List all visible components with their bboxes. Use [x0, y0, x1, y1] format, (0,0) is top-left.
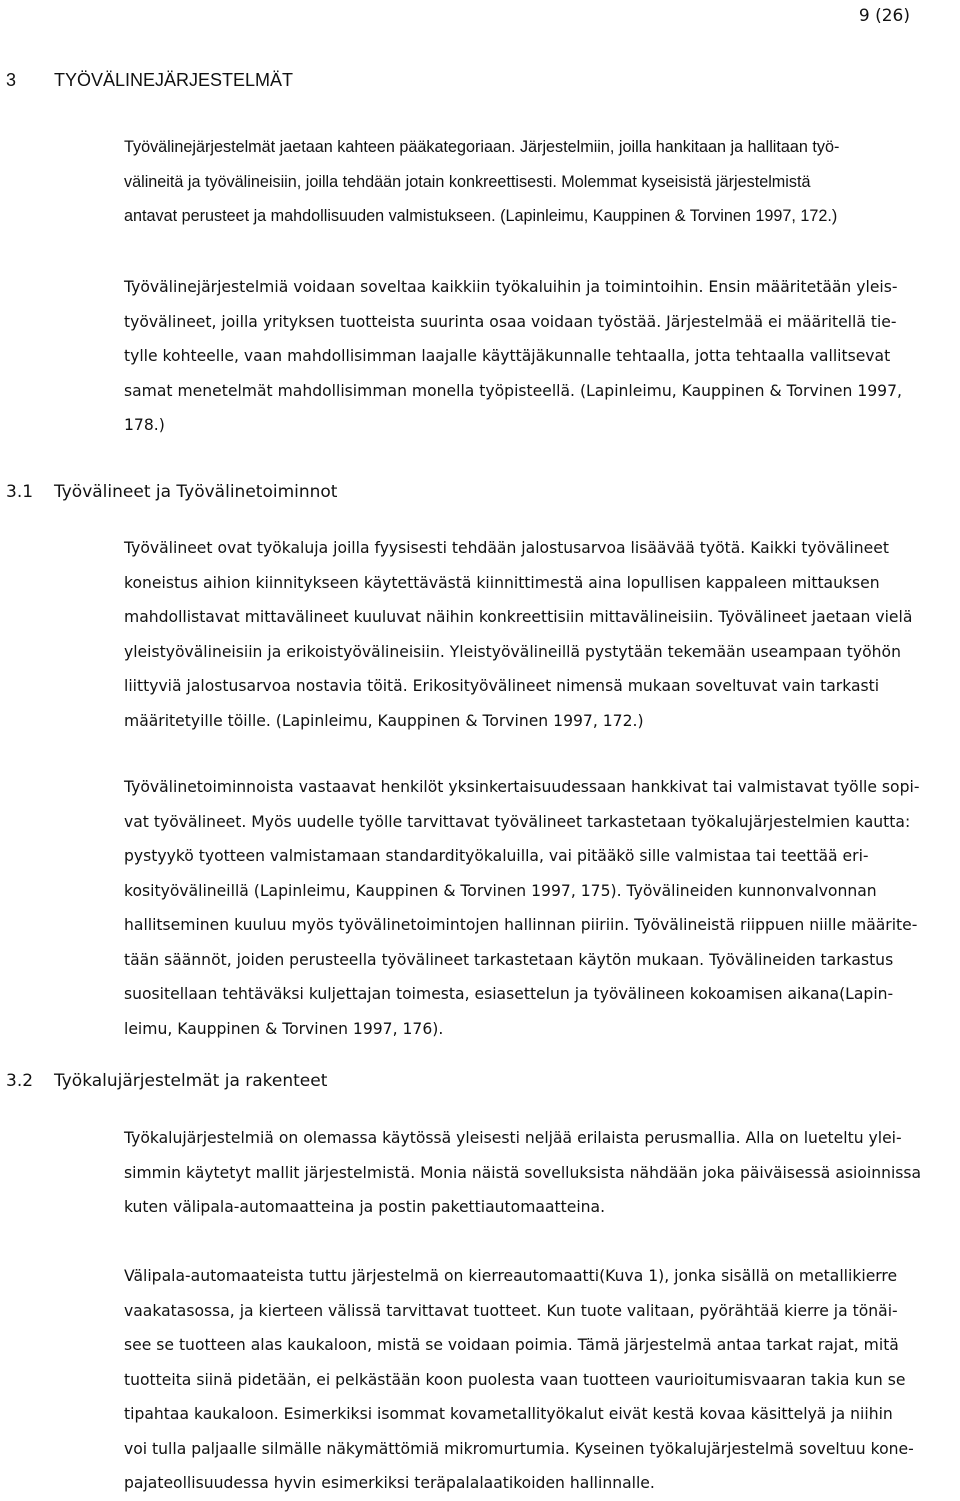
paragraph-line: kuten välipala-automaatteina ja postin pakettiautomaatteina. [124, 1198, 606, 1216]
section-3-2-paragraph-2 [124, 1259, 960, 1501]
paragraph-line: kosityövälineillä (Lapinleimu, Kauppinen & Torvinen 1997, 175). Työvälineiden kunnonvalvonnan [124, 881, 877, 900]
section-number: 3.1 [6, 482, 34, 502]
chapter-number: 3 [6, 70, 17, 90]
paragraph-line: koneistus aihion kiinnitykseen käytettävästä kiinnittimestä aina lopullisen kappaleen mittauksen [124, 573, 880, 592]
paragraph-line: määritetyille töille. (Lapinleimu, Kauppinen & Torvinen 1997, 172.) [124, 711, 644, 730]
paragraph-line: Työvälinejärjestelmät jaetaan kahteen pääkategoriaan. Järjestelmiin, joilla hankitaan ja hallitaan työ- [124, 138, 840, 156]
paragraph-line: pystyykö tyotteen valmistamaan standardityökaluilla, vai pitääkö sille valmistaa tai teettää eri- [124, 847, 869, 865]
section-3-1-paragraph-1 [124, 531, 960, 738]
section-number: 3.2 [6, 1071, 34, 1091]
paragraph-line: see se tuotteen alas kaukaloon, mistä se voidaan poimia. Tämä järjestelmä antaa tarkat rajat, mitä [124, 1336, 899, 1354]
paragraph-line: yleistyövälineisiin ja erikoistyövälineisiin. Yleistyövälineillä pystytään tekemään useampaan työhön [124, 642, 901, 661]
paragraph-line: Välipala-automaateista tuttu järjestelmä on kierreautomaatti(Kuva 1), jonka sisällä on metallikierre [124, 1267, 898, 1285]
paragraph-line: Työvälinetoiminnoista vastaavat henkilöt yksinkertaisuudessaan hankkivat tai valmistavat työlle sopi- [124, 778, 920, 796]
paragraph-line: mahdollistavat mittavälineet kuuluvat näihin konkreettisiin mittavälineisiin. Työvälineet jaetaan vielä [124, 608, 913, 626]
chapter-heading [6, 68, 293, 92]
section-heading-3-2 [6, 1069, 327, 1093]
paragraph-line: työvälineet, joilla yrityksen tuotteista suurinta osaa voidaan työstää. Järjestelmää ei määritellä tie- [124, 312, 897, 331]
paragraph-line: antavat perusteet ja mahdollisuuden valmistukseen. (Lapinleimu, Kauppinen & Torvinen 1997, 172.) [124, 207, 838, 225]
paragraph-line: voi tulla paljaalle silmälle näkymättömiä mikromurtumia. Kyseinen työkalujärjestelmä soveltuu kone- [124, 1439, 914, 1458]
intro-paragraph-2 [124, 270, 960, 443]
paragraph-line: suositellaan tehtäväksi kuljettajan toimesta, esiasettelun ja työvälineen kokoamisen aikana(Lapin- [124, 985, 894, 1003]
paragraph-line: 178.) [124, 416, 165, 434]
paragraph-line: Työkalujärjestelmiä on olemassa käytössä yleisesti neljää erilaista perusmallia. Alla on lueteltu ylei- [124, 1129, 902, 1147]
paragraph-line: simmin käytetyt mallit järjestelmistä. Monia näistä sovelluksista nähdään joka päiväisessä asioinnissa [124, 1163, 922, 1182]
chapter-title: TYÖVÄLINEJÄRJESTELMÄT [54, 70, 294, 90]
section-3-1-paragraph-2 [124, 770, 960, 1046]
paragraph-line: samat menetelmät mahdollisimman monella työpisteellä. (Lapinleimu, Kauppinen & Torvinen 1997, [124, 381, 902, 400]
paragraph-line: liittyviä jalostusarvoa nostavia töitä. Erikosityövälineet nimensä mukaan soveltuvat vain tarkasti [124, 677, 880, 695]
paragraph-line: tuotteita siinä pidetään, ei pelkästään koon puolesta vaan tuotteen vaurioitumisvaaran takia kun se [124, 1370, 906, 1389]
paragraph-line: tylle kohteelle, vaan mahdollisimman laajalle käyttäjäkunnalle tehtaalla, jotta tehtaalla vallitsevat [124, 347, 891, 365]
paragraph-line: Työvälinejärjestelmiä voidaan soveltaa kaikkiin työkaluihin ja toimintoihin. Ensin määritetään yleis- [124, 278, 898, 296]
section-title: Työvälineet ja Työvälinetoiminnot [54, 482, 338, 502]
page-number: 9 (26) [858, 6, 910, 26]
paragraph-line: hallitseminen kuuluu myös työvälinetoimintojen hallinnan piiriin. Työvälineistä riippuen niille määrite- [124, 916, 918, 934]
paragraph-line: välineitä ja työvälineisiin, joilla tehdään jotain konkreettisesti. Molemmat kyseisistä järjestelmistä [124, 172, 811, 191]
paragraph-line: vaakatasossa, ja kierteen välissä tarvittavat tuotteet. Kun tuote valitaan, pyörähtää kierre ja tönäi- [124, 1301, 898, 1320]
paragraph-line: tipahtaa kaukaloon. Esimerkiksi isommat kovametallityökalut eivät kestä kovaa käsittelyä ja niihin [124, 1405, 893, 1423]
section-heading-3-1 [6, 480, 337, 504]
paragraph-line: Työvälineet ovat työkaluja joilla fyysisesti tehdään jalostusarvoa lisäävää työtä. Kaikki työvälineet [124, 539, 889, 557]
paragraph-line: pajateollisuudessa hyvin esimerkiksi teräpalalaatikoiden hallinnalle. [124, 1474, 655, 1492]
paragraph-line: vat työvälineet. Myös uudelle työlle tarvittavat työvälineet tarkastetaan työkalujärjestelmien kautta: [124, 812, 911, 831]
paragraph-line: leimu, Kauppinen & Torvinen 1997, 176). [124, 1019, 444, 1038]
paragraph-line: tään säännöt, joiden perusteella työvälineet tarkastetaan käytön mukaan. Työvälineiden tarkastus [124, 950, 894, 969]
section-3-2-paragraph-1 [124, 1121, 960, 1225]
intro-paragraph-1 [124, 130, 960, 234]
section-title: Työkalujärjestelmät ja rakenteet [54, 1071, 328, 1091]
